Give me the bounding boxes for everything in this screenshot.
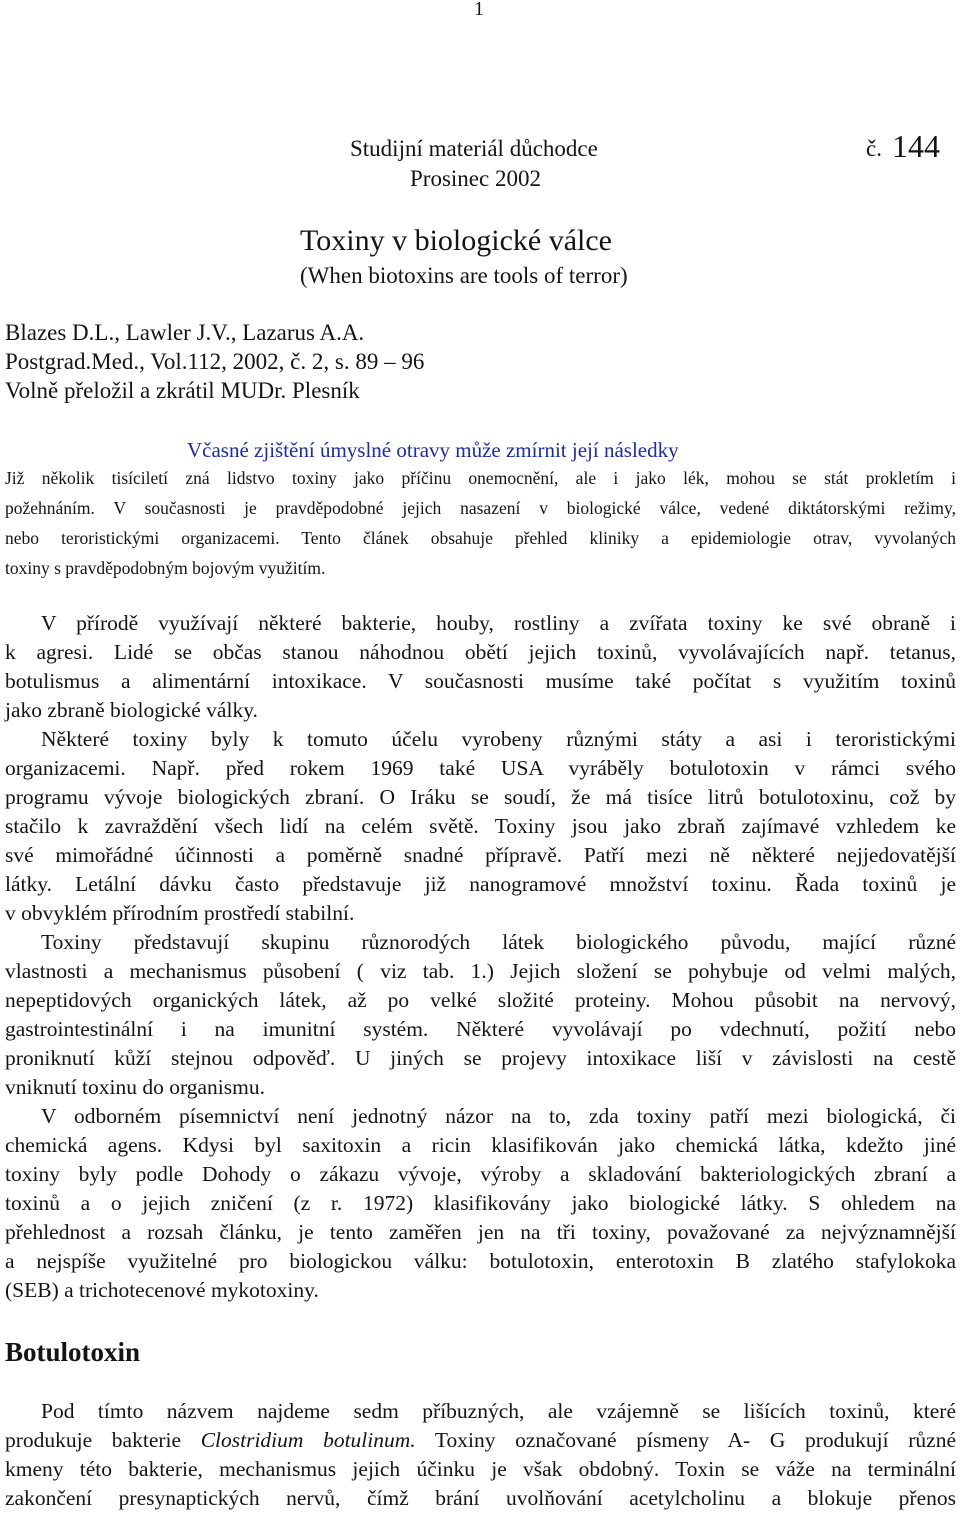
highlight-subtitle: Včasné zjištění úmyslné otravy může zmírnit její následky [187,438,679,462]
paragraph-line [5,1428,956,1453]
issue-prefix: č. [866,136,882,161]
paragraph-line: a nejspíše využitelné pro biologickou válku: botulotoxin, enterotoxin B zlatého stafylokoka [5,1249,956,1273]
paragraph-line: vlastnosti a mechanismus působení ( viz tab. 1.) Jejich složení se pohybuje od velmi malých, [5,959,956,983]
paragraph-line: toxiny byly podle Dohody o zákazu vývoje, výroby a skladování bakteriologických zbraní a [5,1162,956,1186]
paragraph-line: k agresi. Lidé se občas stanou náhodnou obětí jejich toxinů, vyvolávajících např. tetanus, [5,640,956,664]
paragraph-line: chemická agens. Kdysi byl saxitoxin a ricin klasifikován jako chemická látka, kdežto jiné [5,1133,956,1157]
abstract-line: požehnáním. V současnosti je pravděpodobné jejich nasazení v biologické válce, vedené diktátorskými režimy, [5,498,956,518]
paragraph-line: kmeny této bakterie, mechanismus jejich účinku je však obdobný. Toxin se váže na terminální [5,1457,956,1481]
paragraph-line: proniknutí kůží stejnou odpověď. U jiných se projevy intoxikace liší v závislosti na cestě [5,1046,956,1070]
paragraph-line: stačilo k zavraždění všech lidí na celém světě. Toxiny jsou jako zbraň zajímavé vzhledem ke [5,814,956,838]
paragraph-line: Některé toxiny byly k tomuto účelu vyrobeny různými státy a asi i teroristickými [41,727,956,751]
article-title: Toxiny v biologické válce [300,224,612,257]
paragraph-line: vniknutí toxinu do organismu. [5,1075,265,1099]
line-text: produkuje bakterie [5,1428,201,1452]
translator-note: Volně přeložil a zkrátil MUDr. Plesník [5,378,360,403]
series-label: Studijní materiál důchodce [350,136,598,161]
authors: Blazes D.L., Lawler J.V., Lazarus A.A. [5,320,365,345]
journal-citation: Postgrad.Med., Vol.112, 2002, č. 2, s. 89 – 96 [5,349,425,374]
paragraph-line: V přírodě využívají některé bakterie, houby, rostliny a zvířata toxiny ke své obraně i [41,611,956,635]
paragraph-line: Pod tímto názvem najdeme sedm příbuzných, ale vzájemně se lišících toxinů, které [41,1399,956,1423]
abstract-line: nebo teroristickými organizacemi. Tento článek obsahuje přehled kliniky a epidemiologie otrav, vyvolaných [5,528,956,548]
abstract-line: Již několik tisíciletí zná lidstvo toxiny jako příčinu onemocnění, ale i jako lék, mohou se stát prokletím i [5,468,956,488]
paragraph-line: V odborném písemnictví není jednotný názor na to, zda toxiny patří mezi biologická, či [41,1104,956,1128]
abstract-line: toxiny s pravděpodobným bojovým využitím. [5,558,326,578]
paragraph-line: gastrointestinální i na imunitní systém. Některé vyvolávají po vdechnutí, požití nebo [5,1017,956,1041]
issue-date: Prosinec 2002 [410,166,541,191]
paragraph-line: toxinů a o jejich zničení (z r. 1972) klasifikovány jako biologické látky. S ohledem na [5,1191,956,1215]
paragraph-line: organizacemi. Např. před rokem 1969 také USA vyráběly botulotoxin v rámci svého [5,756,956,780]
paragraph-line: nepeptidových organických látek, až po velké složité proteiny. Mohou působit na nervový, [5,988,956,1012]
paragraph-line: přehlednost a rozsah článku, je tento zaměřen jen na tři toxiny, považované za nejvýznamnější [5,1220,956,1244]
paragraph-line: botulismus a alimentární intoxikace. V současnosti musíme také počítat s využitím toxinů [5,669,956,693]
species-name: Clostridium botulinum. [200,1428,416,1452]
page-number: 1 [474,0,484,20]
paragraph-line: v obvyklém přírodním prostředí stabilní. [5,901,355,925]
issue-number: 144 [892,128,940,164]
line-text: Toxiny označované písmeny A- G produkují různé [415,1428,956,1452]
article-subtitle: (When biotoxins are tools of terror) [300,263,628,288]
paragraph-line: zakončení presynaptických nervů, čímž brání uvolňování acetylcholinu a blokuje přenos [5,1486,956,1510]
paragraph-line: Toxiny představují skupinu různorodých látek biologického původu, mající různé [41,930,956,954]
paragraph-line: programu vývoje biologických zbraní. O Iráku se soudí, že má tisíce litrů botulotoxinu, což by [5,785,956,809]
paragraph-line: (SEB) a trichotecenové mykotoxiny. [5,1278,319,1302]
paragraph-line: své mimořádné účinnosti a poměrně snadné přípravě. Patří mezi ně některé nejjedovatější [5,843,956,867]
section-heading: Botulotoxin [5,1337,141,1367]
paragraph-line: jako zbraně biologické války. [5,698,258,722]
paragraph-line: látky. Letální dávku často představuje již nanogramové množství toxinu. Řada toxinů je [5,872,956,896]
